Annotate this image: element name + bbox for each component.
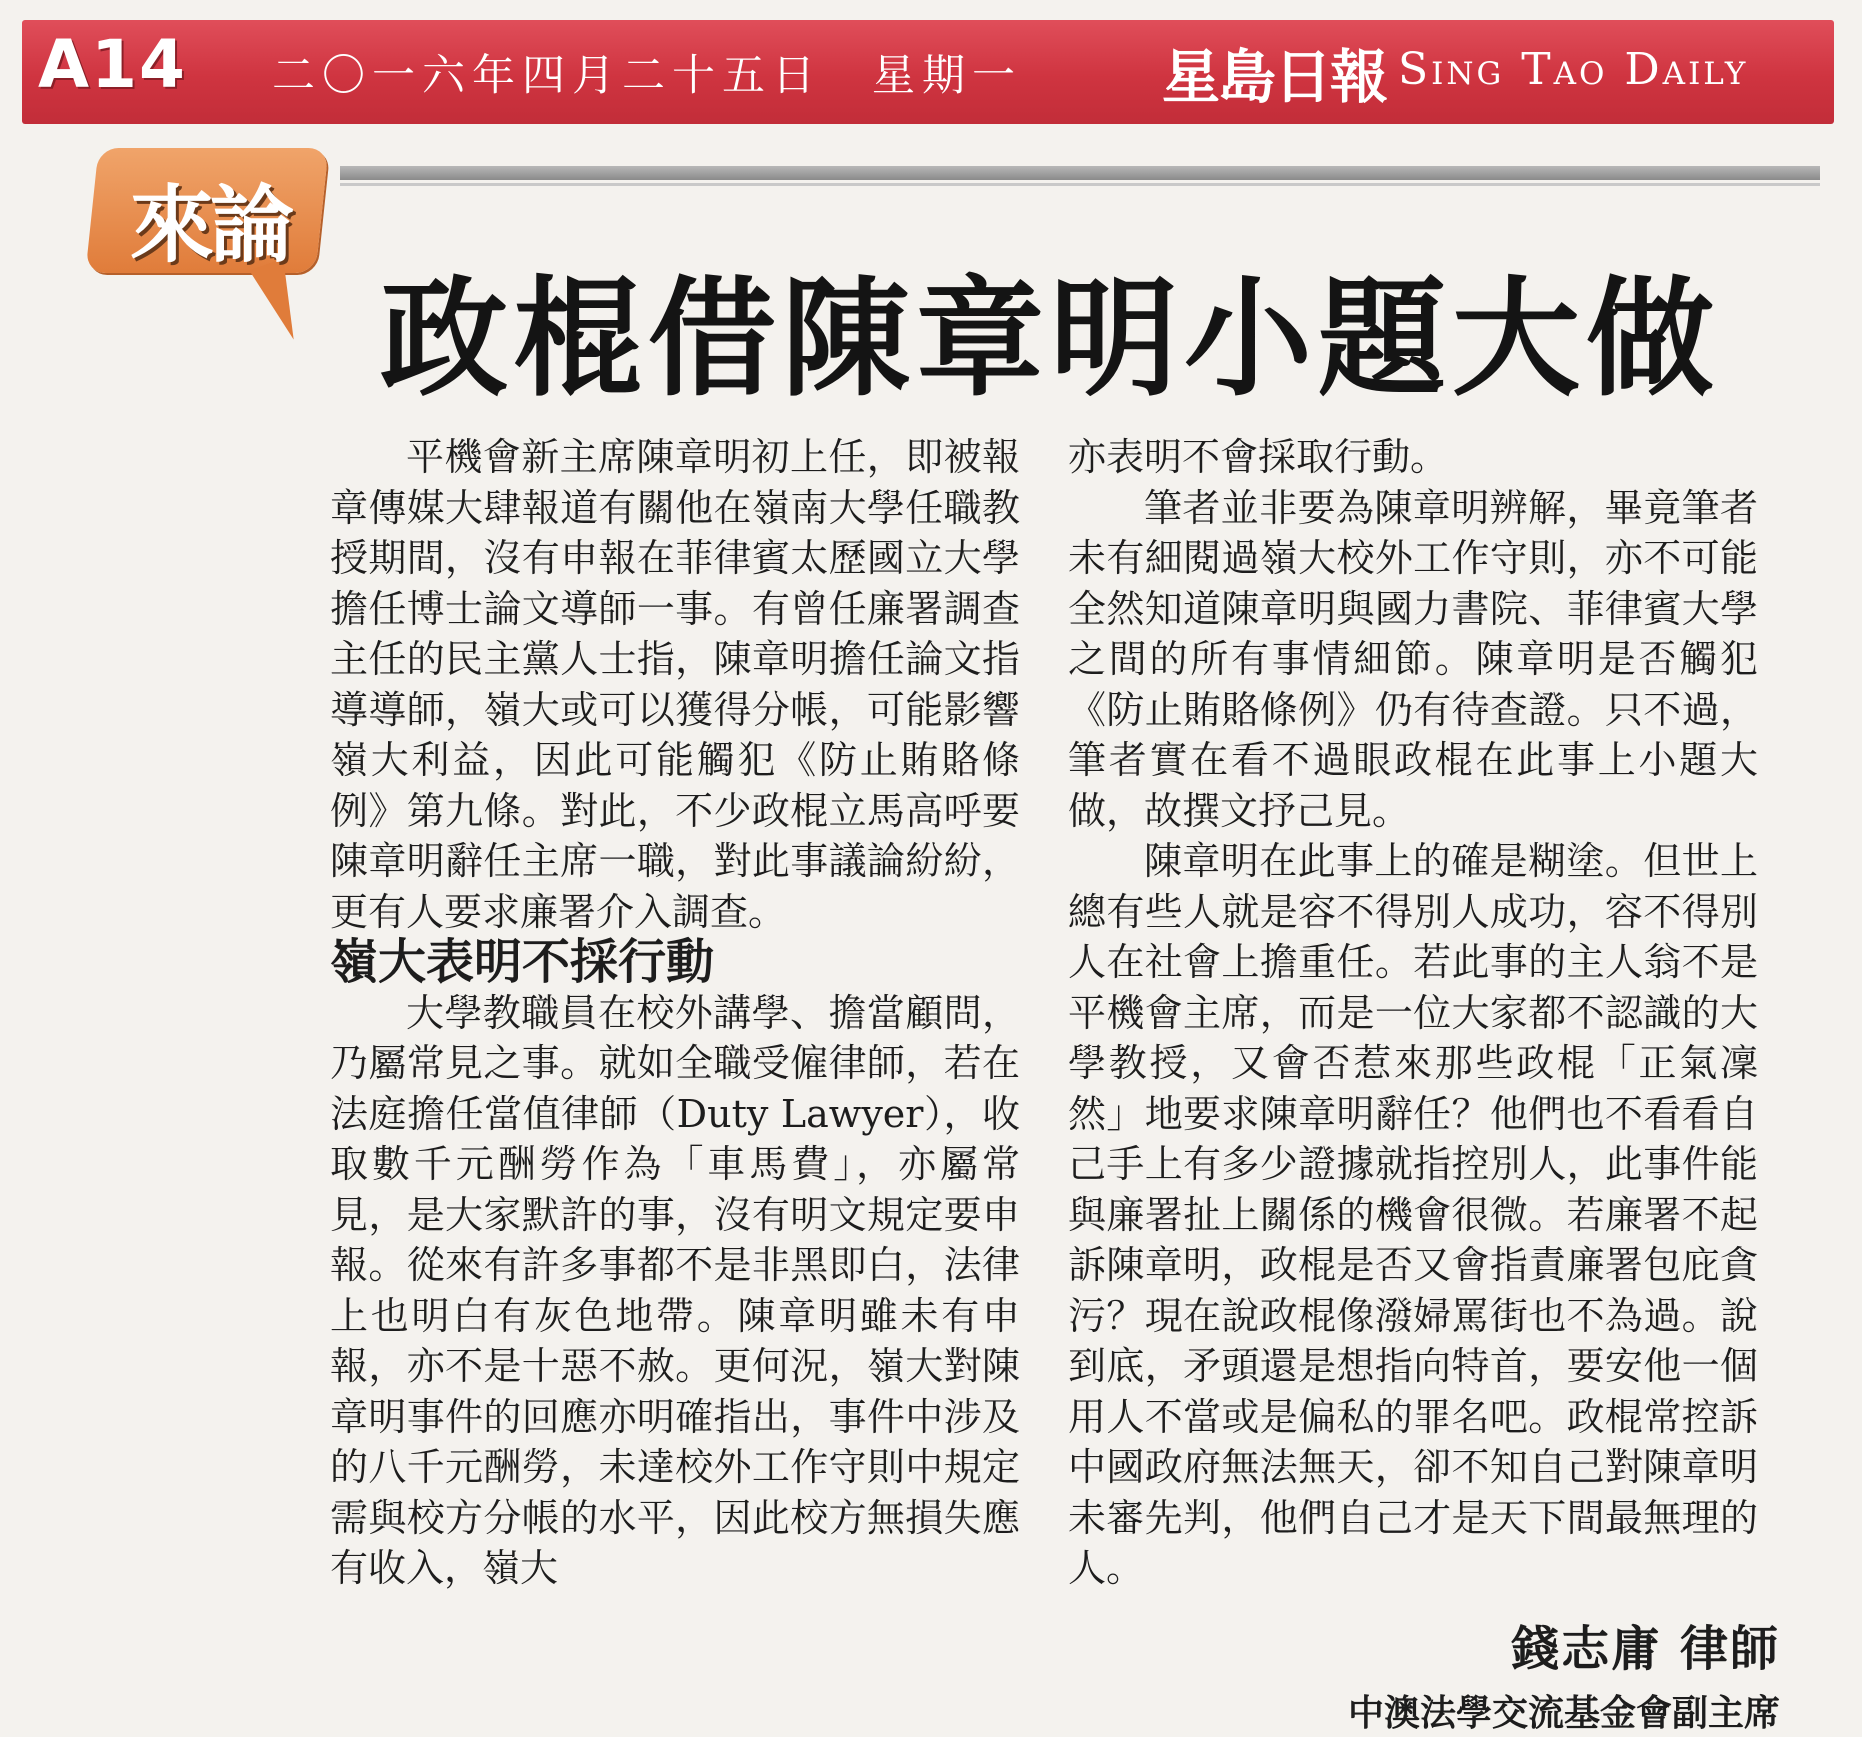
article-column-left [330,432,1020,1594]
author-name: 錢志庸 律師 [1511,1621,1780,1677]
column-tag-label: 來論 [129,176,290,274]
paragraph: 筆者並非要為陳章明辨解，畢竟筆者未有細閱過嶺大校外工作守則，亦不可能全然知道陳章明與國力書院、菲律賓大學之間的所有事情細節。陳章明是否觸犯《防止賄賂條例》仍有待查證。只不過，筆者實在看不過眼政棍在此事上小題大做，故撰文抒己見。 [1068,485,1758,833]
paragraph: 陳章明在此事上的確是糊塗。但世上總有些人就是容不得別人成功，容不得別人在社會上擔重任。若此事的主人翁不是平機會主席，而是一位大家都不認識的大學教授，又會否惹來那些政棍「正氣凜然」地要求陳章明辭任？他們也不看看自己手上有多少證據就指控別人，此事件能與廉署扯上關係的機會很微。若廉署不起訴陳章明，政棍是否又會指責廉署包庇貪污？現在說政棍像潑婦罵街也不為過。說到底，矛頭還是想指向特首，要安他一個用人不當或是偏私的罪名吧。政棍常控訴中國政府無法無天，卻不知自己對陳章明未審先判，他們自己才是天下間最無理的人。 [1068,839,1758,1590]
section-rule [340,166,1820,180]
publication-date: 二〇一六年四月二十五日 星期一 [272,51,1022,101]
paragraph: 亦表明不會採取行動。 [1068,435,1449,479]
article-byline [1348,1610,1780,1736]
newspaper-name-english: Sing Tao Daily [1398,44,1749,95]
paragraph: 大學教職員在校外講學、擔當顧問，乃屬常見之事。就如全職受僱律師，若在法庭擔任當值律師（Duty Lawyer），收取數千元酬勞作為「車馬費」，亦屬常見，是大家默許的事，沒有明文規定要申報。從來有許多事都不是非黑即白，法律上也明白有灰色地帶。陳章明雖未有申報，亦不是十惡不赦。更何況，嶺大對陳章明事件的回應亦明確指出，事件中涉及的八千元酬勞，未達校外工作守則中規定需與校方分帳的水平，因此校方無損失應有收入，嶺大 [330,990,1020,1590]
paragraph: 平機會新主席陳章明初上任，即被報章傳媒大肆報道有關他在嶺南大學任職教授期間，沒有申報在菲律賓太歷國立大學擔任博士論文導師一事。有曾任廉署調查主任的民主黨人士指，陳章明擔任論文指導導師，嶺大或可以獲得分帳，可能影響嶺大利益，因此可能觸犯《防止賄賂條例》第九條。對此，不少政棍立馬高呼要陳章明辭任主席一職，對此事議論紛紛，更有人要求廉署介入調查。 [330,435,1020,934]
column-divider [1042,432,1043,1722]
article-headline: 政棍借陳章明小題大做 [380,265,1721,414]
section-rule-thin [340,183,1820,186]
author-title: 中澳法學交流基金會副主席 [1347,1693,1780,1734]
page-number: A14 [38,26,187,103]
article-subheading: 嶺大表明不採行動 [330,934,715,990]
article-column-right [1068,432,1758,1594]
newspaper-name-chinese: 星島日報 [1162,43,1387,111]
